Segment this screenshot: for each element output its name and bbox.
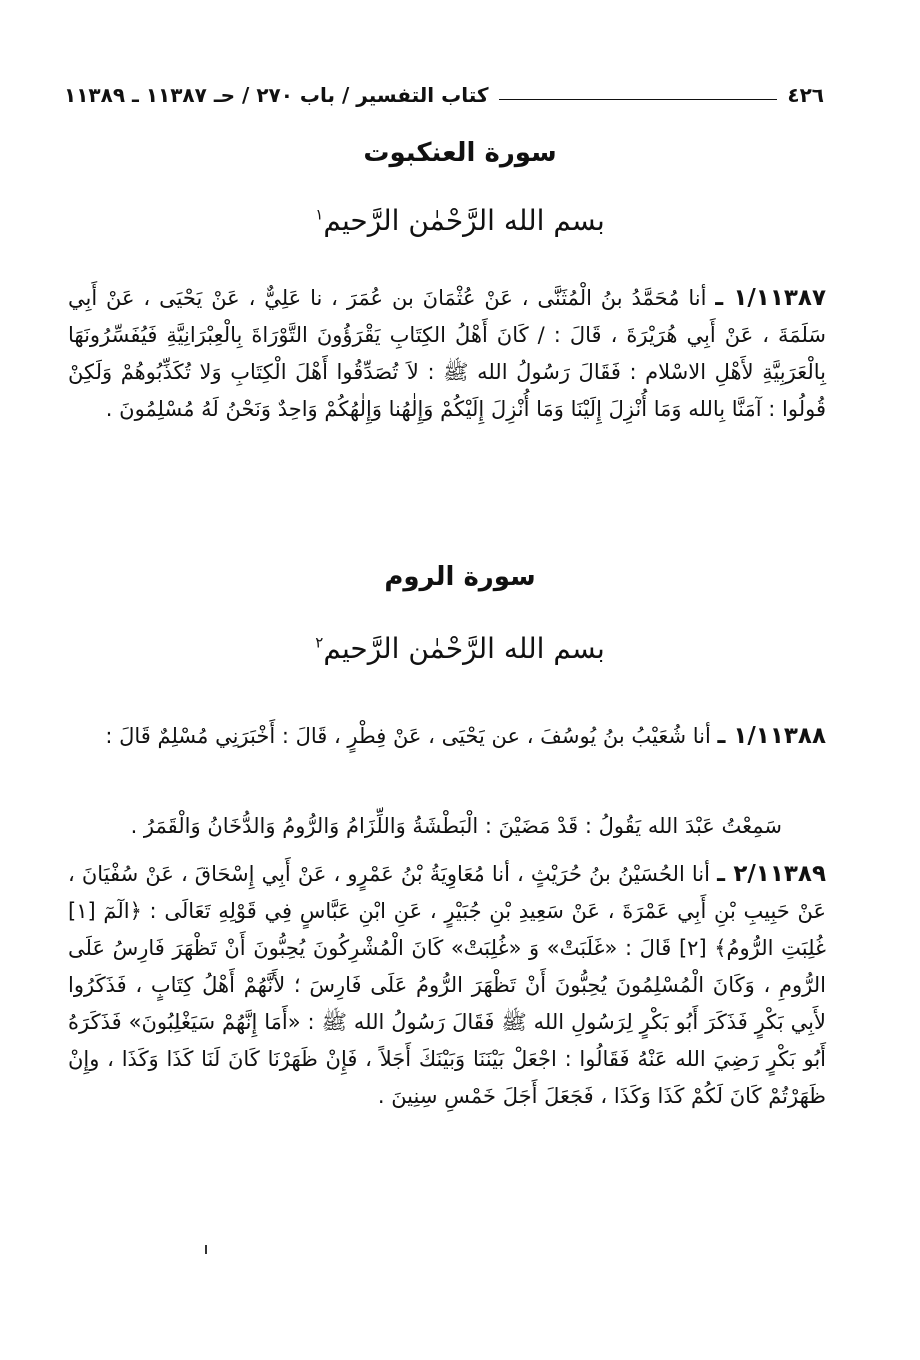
hadith-number: ١/١١٣٨٨ ـ	[717, 723, 826, 749]
hadith-number: ١/١١٣٨٧ ـ	[715, 285, 826, 311]
hadith-text: أنا شُعَيْبُ بنُ يُوسُفَ ، عن يَحْيَى ، عَنْ فِطْرٍ ، قَالَ : أَخْبَرَنِي مُسْلِمٌ قَالَ :	[105, 724, 711, 748]
hadith-quote: سَمِعْتُ عَبْدَ الله يَقُولُ : قَدْ مَضَيْنَ : الْبَطْشَةُ وَاللِّزَامُ وَالرُّومُ وَالدُّخَانُ وَالْقَمَرُ .	[130, 814, 782, 838]
running-header	[64, 80, 824, 110]
basmala-ankabut	[0, 204, 920, 237]
header-rule	[499, 99, 778, 100]
basmala-rum	[0, 632, 920, 665]
hadith-text: أنا الحُسَيْنُ بنُ حُرَيْثٍ ، أنا مُعَاوِيَةُ بْنُ عَمْرٍو ، عَنْ أَبِي إِسْحَاقَ ، عَنْ سُفْيَانَ ، عَنْ حَبِيبِ بْنِ أَبِي عَمْرَةَ ، عَنْ سَعِيدِ بْنِ جُبَيْرٍ ، عَنِ ابْنِ عَبَّاسٍ فِي قَوْلِهِ تَعَالَى : ﴿الٓمٓ [١] غُلِبَتِ الرُّومُ﴾ [٢] قَالَ : «غَلَبَتْ» وَ «غُلِبَتْ» كَانَ الْمُشْرِكُونَ يُحِبُّونَ أَنْ تَظْهَرَ فَارِسُ عَلَى الرُّومِ ، وَكَانَ الْمُسْلِمُونَ يُحِبُّونَ أَنْ تَظْهَرَ الرُّومُ عَلَى فَارِسَ ؛ لأَنَّهُمْ أَهْلُ كِتَابٍ ، فَذَكَرُوا لأَبِي بَكْرٍ فَذَكَرَ أَبُو بَكْرٍ لِرَسُولِ الله ﷺ فَقَالَ رَسُولُ الله ﷺ : «أَمَا إِنَّهُمْ سَيَغْلِبُونَ» فَذَكَرَهُ أَبُو بَكْرٍ رَضِيَ الله عَنْهُ فَقَالُوا : اجْعَلْ بَيْنَنَا وَبَيْنَكَ أَجَلاً ، فَإِنْ ظَهَرْنَا كَانَ لَنَا كَذَا وَكَذَا ، وإِنْ ظَهَرْتُمْ كَانَ لَكُمْ كَذَا وَكَذَا ، فَجَعَلَ أَجَلَ خَمْسِ سِنِينَ .	[68, 862, 827, 1108]
hadith-11388	[68, 718, 826, 755]
surah-title-ankabut: سورة العنكبوت	[363, 138, 557, 168]
footnote-ref: ١	[315, 205, 324, 224]
hadith-number: ٢/١١٣٨٩ ـ	[717, 861, 826, 887]
book-chapter-reference: كتاب التفسير / باب ٢٧٠ / حـ ١١٣٨٧ ـ ١١٣٨٩	[64, 83, 489, 107]
hadith-text: أنا مُحَمَّدُ بنُ الْمُثَنَّى ، عَنْ عُثْمَانَ بن عُمَرَ ، نا عَلِيٌّ ، عَنْ يَحْيَى ، عَنْ أَبِي سَلَمَةَ ، عَنْ أَبِي هُرَيْرَةَ ، قَالَ : / كَانَ أَهْلُ الكِتَابِ يَقْرَؤُونَ التَّوْرَاةَ بِالْعِبْرَانِيَّةِ فَيُفَسِّرُونَهَا بِالْعَرَبِيَّةِ لأَهْلِ الاسْلام : فَقَالَ رَسُولُ الله ﷺ : لاَ تُصَدِّقُوا أَهْلَ الْكِتَابِ وَلا تُكَذِّبُوهُمْ وَلَكِنْ قُولُوا : آمَنَّا بِالله وَمَا أُنْزِلَ إِلَيْنَا وَمَا أُنْزِلَ إِلَيْكُمْ وَإِلٰهُنا وَإِلٰهُكُمْ وَاحِدٌ وَنَحْنُ لَهُ مُسْلِمُونَ .	[68, 286, 826, 421]
hadith-11389	[68, 856, 826, 1115]
page-number: ٤٢٦	[787, 83, 824, 107]
hadith-11387	[68, 280, 826, 428]
footnote-ref: ٢	[315, 633, 324, 652]
surah-title-rum: سورة الروم	[384, 562, 536, 592]
basmala-text: بسم الله الرَّحْمٰن الرَّحيم	[323, 204, 605, 237]
basmala-text: بسم الله الرَّحْمٰن الرَّحيم	[323, 632, 605, 665]
stray-ink-mark	[205, 1245, 207, 1254]
